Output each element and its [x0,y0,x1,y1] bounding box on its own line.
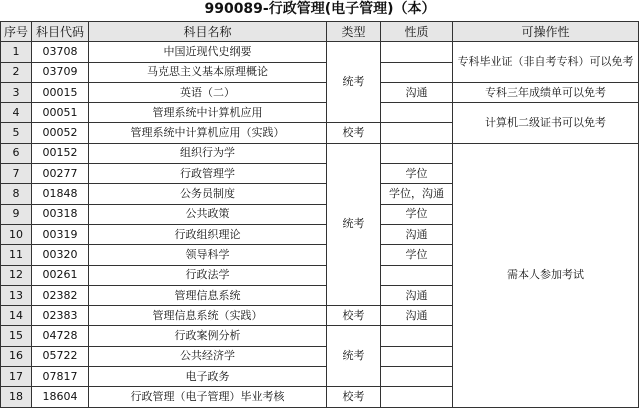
header-code: 科目代码 [32,22,89,42]
row-no: 1 [1,42,32,62]
row-name: 英语（二） [89,82,327,102]
row-name: 行政法学 [89,265,327,285]
row-name: 公共经济学 [89,346,327,366]
type-cell: 统考 [327,143,381,305]
row-code: 18604 [32,387,89,407]
type-cell: 统考 [327,42,381,123]
row-code: 01848 [32,184,89,204]
table-row [1,82,639,102]
type-cell: 统考 [327,326,381,387]
row-code: 00051 [32,103,89,123]
nature-cell: 沟通 [381,82,453,102]
row-no: 10 [1,224,32,244]
row-name: 电子政务 [89,367,327,387]
type-cell: 校考 [327,123,381,143]
table-row [1,143,639,163]
header-name: 科目名称 [89,22,327,42]
nature-cell: 学位 [381,204,453,224]
row-no: 16 [1,346,32,366]
row-code: 02383 [32,306,89,326]
nature-cell: 学位 [381,164,453,184]
nature-cell: 沟通 [381,285,453,305]
type-cell: 校考 [327,306,381,326]
row-name: 行政管理（电子管理）毕业考核 [89,387,327,407]
row-code: 03708 [32,42,89,62]
course-table [0,21,639,408]
row-name: 管理信息系统 [89,285,327,305]
row-no: 11 [1,245,32,265]
row-name: 行政案例分析 [89,326,327,346]
operability-cell: 专科三年成绩单可以免考 [453,82,639,102]
operability-cell: 需本人参加考试 [453,143,639,407]
nature-cell [381,62,453,82]
nature-cell [381,387,453,407]
row-code: 03709 [32,62,89,82]
row-no: 9 [1,204,32,224]
nature-cell [381,143,453,163]
header-no: 序号 [1,22,32,42]
nature-cell: 学位，沟通 [381,184,453,204]
header-type: 类型 [327,22,381,42]
row-code: 02382 [32,285,89,305]
row-no: 2 [1,62,32,82]
table-row [1,42,639,62]
row-name: 公共政策 [89,204,327,224]
row-name: 管理系统中计算机应用 [89,103,327,123]
row-no: 17 [1,367,32,387]
row-code: 00318 [32,204,89,224]
nature-cell: 沟通 [381,224,453,244]
row-code: 00015 [32,82,89,102]
header-operability: 可操作性 [453,22,639,42]
row-code: 07817 [32,367,89,387]
nature-cell [381,103,453,123]
row-name: 公务员制度 [89,184,327,204]
row-name: 行政管理学 [89,164,327,184]
operability-cell: 专科毕业证（非自考专科）可以免考 [453,42,639,83]
nature-cell: 沟通 [381,306,453,326]
row-name: 领导科学 [89,245,327,265]
header-row [1,22,639,42]
row-name: 管理信息系统（实践） [89,306,327,326]
nature-cell [381,367,453,387]
row-no: 7 [1,164,32,184]
row-no: 18 [1,387,32,407]
row-no: 8 [1,184,32,204]
row-name: 组织行为学 [89,143,327,163]
row-code: 00261 [32,265,89,285]
row-code: 00277 [32,164,89,184]
row-name: 马克思主义基本原理概论 [89,62,327,82]
row-no: 6 [1,143,32,163]
row-no: 3 [1,82,32,102]
nature-cell [381,346,453,366]
row-no: 14 [1,306,32,326]
row-code: 00319 [32,224,89,244]
nature-cell [381,265,453,285]
row-code: 00152 [32,143,89,163]
row-code: 05722 [32,346,89,366]
row-name: 行政组织理论 [89,224,327,244]
row-code: 00052 [32,123,89,143]
row-name: 管理系统中计算机应用（实践） [89,123,327,143]
row-no: 13 [1,285,32,305]
header-nature: 性质 [381,22,453,42]
row-no: 4 [1,103,32,123]
table-row [1,103,639,123]
row-no: 5 [1,123,32,143]
row-no: 15 [1,326,32,346]
row-code: 00320 [32,245,89,265]
type-cell: 校考 [327,387,381,407]
row-name: 中国近现代史纲要 [89,42,327,62]
nature-cell [381,326,453,346]
nature-cell [381,123,453,143]
row-no: 12 [1,265,32,285]
nature-cell [381,42,453,62]
operability-cell: 计算机二级证书可以免考 [453,103,639,144]
page-title: 990089-行政管理(电子管理)（本） [204,1,436,17]
row-code: 04728 [32,326,89,346]
nature-cell: 学位 [381,245,453,265]
